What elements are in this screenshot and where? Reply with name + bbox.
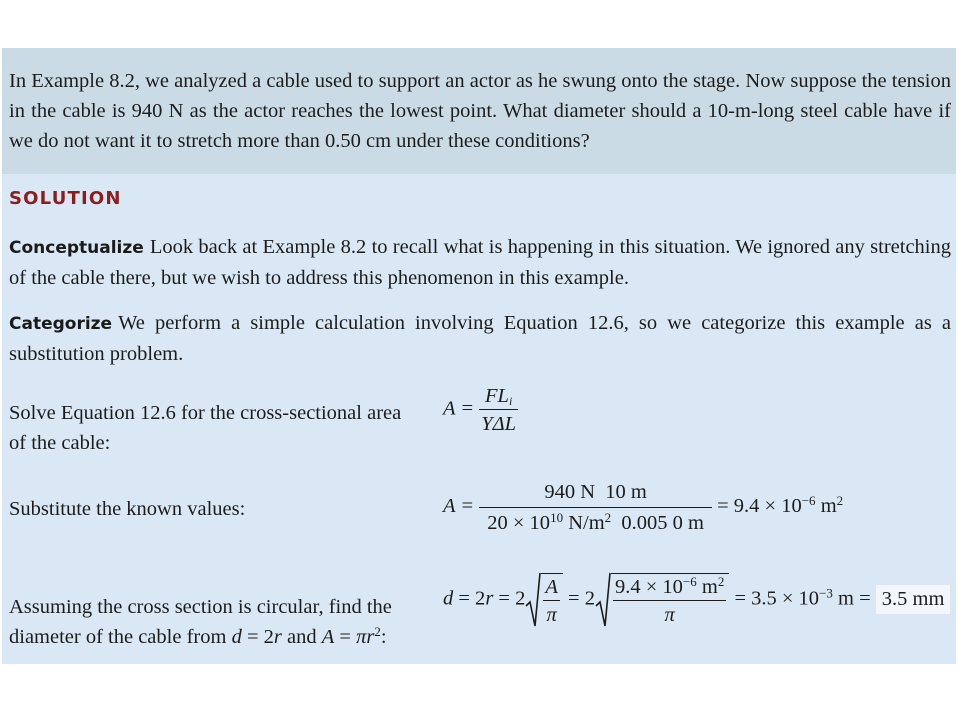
step-3-r: r: [273, 626, 282, 648]
categorize-label: Categorize: [9, 314, 113, 334]
step-3-pi: π: [356, 626, 367, 648]
conceptualize-text: Look back at Example 8.2 to recall what is happening in this situation. We ignored any stretching of the cable there, but we wish to address this phenomenon in this example.: [9, 236, 951, 289]
problem-statement: [2, 48, 956, 174]
eq3-frac1-den: π: [546, 604, 557, 626]
sqrt-2-fraction: [613, 575, 726, 627]
eq3-frac2-num-b: m: [696, 576, 718, 598]
eq1-denominator: YΔL: [481, 413, 517, 435]
eq2-den-a: 20 × 10: [487, 512, 551, 534]
eq1-numerator: FL: [485, 385, 509, 407]
eq3-eq1: = 2: [453, 587, 486, 610]
step-3-eq-d: = 2: [241, 626, 274, 648]
eq3-rhs-b: m =: [832, 587, 876, 610]
eq2-fraction: [479, 480, 712, 535]
step-3-eq-a: =: [334, 626, 357, 648]
eq3-rhs-exp: −3: [819, 585, 833, 601]
equation-diameter: [443, 572, 950, 628]
sqrt-1-fraction: [543, 575, 560, 627]
step-3-d: d: [231, 626, 242, 648]
sqrt-sign-icon-2: [595, 572, 611, 628]
equation-substitution: [443, 480, 843, 535]
step-3-r2: r: [366, 626, 375, 648]
eq2-numerator: 940 N 10 m: [544, 481, 647, 503]
step-3-text: [9, 592, 429, 652]
eq1-lhs: A =: [443, 397, 480, 420]
eq1-fraction: [479, 384, 518, 436]
problem-text: In Example 8.2, we analyzed a cable used to support an actor as he swung onto the stage. Now suppose the tension in the cable is 940 N as the actor reaches the lowest point. What diameter should a 10-m-long steel cable have if we do not want it to stretch more than 0.50 cm under these conditions?: [9, 70, 951, 152]
eq2-den-sq: 2: [604, 510, 612, 525]
eq2-den-b: N/m: [563, 512, 605, 534]
step-3-a: A: [321, 626, 335, 648]
eq3-frac2-den: π: [664, 604, 675, 626]
step-3-and: and: [281, 626, 322, 648]
eq2-den-exp: 10: [550, 510, 564, 525]
eq3-r: r: [485, 587, 494, 610]
step-2-text: Substitute the known values:: [9, 498, 246, 520]
eq2-rhs-b: m: [815, 495, 837, 518]
step-3-lead: Assuming the cross section is circular, find the diameter of the cable from: [9, 596, 392, 648]
eq1-numerator-sub: i: [508, 394, 513, 408]
sqrt-sign-icon: [525, 572, 541, 628]
sqrt-1: [525, 572, 563, 628]
eq3-lhs-d: d: [443, 587, 454, 610]
eq3-rhs-a: = 3.5 × 10: [729, 587, 820, 610]
eq3-frac2-num-a: 9.4 × 10: [614, 576, 683, 598]
conceptualize-label: Conceptualize: [9, 238, 144, 258]
categorize-paragraph: [9, 308, 951, 369]
eq2-lhs: A =: [443, 495, 480, 518]
step-3-colon: :: [380, 626, 387, 648]
eq3-eq2: = 2: [493, 587, 526, 610]
eq2-rhs-a: = 9.4 × 10: [717, 495, 802, 518]
equation-area-formula: [443, 384, 518, 436]
solution-heading: SOLUTION: [9, 188, 122, 209]
example-panel: [2, 48, 956, 664]
sqrt-2: [595, 572, 729, 628]
step-3-sq: 2: [374, 624, 381, 639]
eq3-frac1-num: A: [545, 576, 558, 598]
categorize-text: We perform a simple calculation involving Equation 12.6, so we categorize this example as a substitution problem.: [9, 312, 951, 365]
eq2-rhs-exp: −6: [801, 493, 816, 509]
step-1-text: Solve Equation 12.6 for the cross-sectional area of the cable:: [9, 402, 402, 454]
final-answer: 3.5 mm: [876, 585, 951, 614]
eq2-rhs-sq: 2: [836, 493, 844, 509]
eq3-frac2-num-sq: 2: [717, 574, 725, 589]
eq2-den-c: 0.005 0 m: [611, 512, 704, 534]
eq3-frac2-num-exp: −6: [682, 574, 697, 589]
eq3-eq3: = 2: [562, 587, 595, 610]
conceptualize-paragraph: [9, 232, 951, 293]
